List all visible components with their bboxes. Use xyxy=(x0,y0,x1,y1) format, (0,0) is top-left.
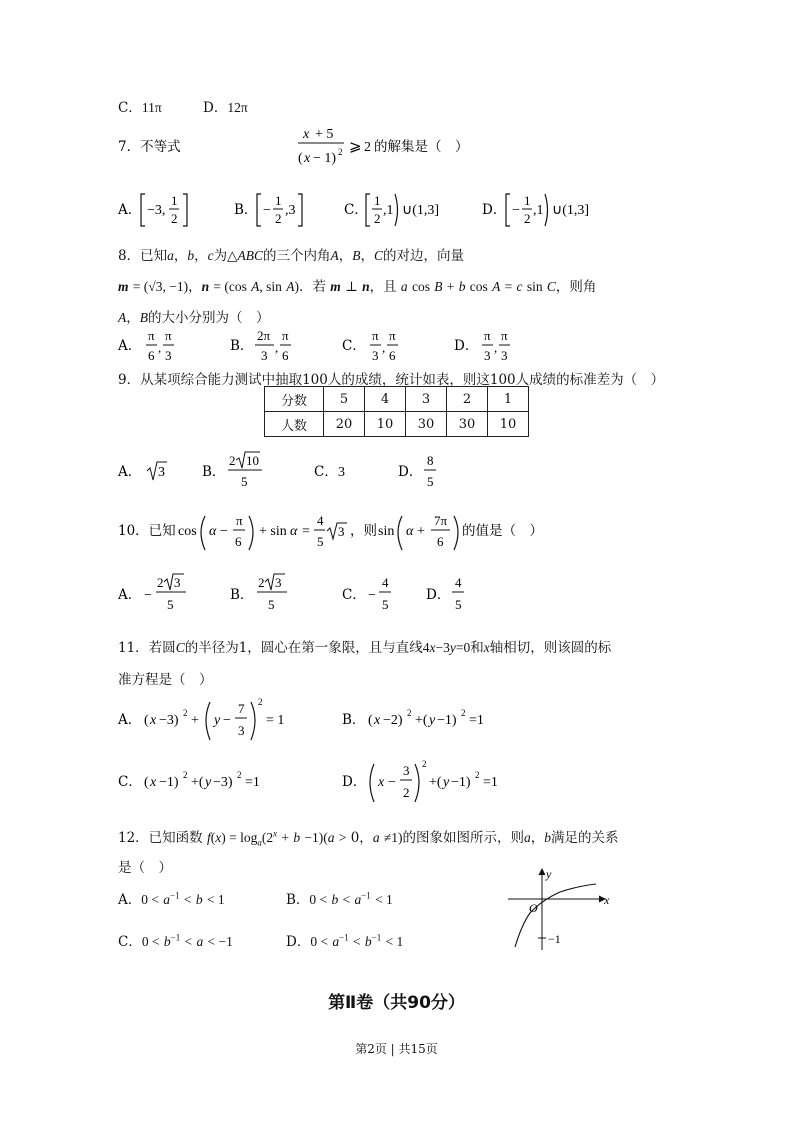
svg-text:2: 2 xyxy=(461,708,466,718)
svg-text:−3): −3) xyxy=(159,713,179,728)
svg-text:3: 3 xyxy=(338,524,345,539)
svg-text:−: − xyxy=(220,524,228,539)
svg-text:的值是（ ）: 的值是（ ） xyxy=(462,523,543,539)
svg-text:x: x xyxy=(378,775,385,790)
table-header-score: 分数 xyxy=(265,387,324,412)
table-row xyxy=(265,387,529,412)
svg-text:sin: sin xyxy=(378,524,395,539)
svg-text:+: + xyxy=(417,524,425,539)
svg-text:−3): −3) xyxy=(213,775,233,790)
svg-text:y: y xyxy=(205,775,212,790)
axis-label-x: x xyxy=(604,893,610,907)
table-cell: 30 xyxy=(447,412,488,437)
svg-text:x: x xyxy=(374,713,381,728)
svg-text:= 1: = 1 xyxy=(266,713,285,728)
svg-text:3: 3 xyxy=(484,348,491,363)
svg-text:=: = xyxy=(302,524,310,539)
svg-text:−: − xyxy=(368,588,376,603)
svg-text:3: 3 xyxy=(158,465,165,480)
axis-label-y: y xyxy=(546,867,552,881)
origin-label: O xyxy=(529,901,538,915)
svg-text:5: 5 xyxy=(317,534,324,549)
svg-text:1: 1 xyxy=(374,193,381,208)
q10-stem xyxy=(112,508,572,556)
svg-text:2: 2 xyxy=(475,770,480,780)
q8-line2: m = (√3, −1)，n = (cos A, sin A)．若 m ⊥ n，且 a cos B + b cos A = c sin C，则角 xyxy=(118,279,597,295)
svg-text:x: x xyxy=(303,127,310,142)
svg-text:α: α xyxy=(290,524,298,539)
svg-text:2: 2 xyxy=(258,575,265,590)
svg-text:1: 1 xyxy=(275,193,282,208)
svg-text:(: ( xyxy=(144,775,149,790)
tick-label-neg1: −1 xyxy=(548,932,561,946)
table-cell: 2 xyxy=(447,387,488,412)
svg-text:A．: A． xyxy=(118,202,142,218)
svg-text:10: 10 xyxy=(246,453,259,468)
svg-text:2: 2 xyxy=(229,453,236,468)
svg-text:∪(1,3]: ∪(1,3] xyxy=(552,203,590,218)
q7-options xyxy=(112,186,632,234)
svg-text:−1): −1) xyxy=(437,713,457,728)
svg-text:C．: C． xyxy=(118,774,142,790)
svg-text:x: x xyxy=(150,775,157,790)
table-cell: 30 xyxy=(406,412,447,437)
table-row xyxy=(265,412,529,437)
q6-option-c: C．11π xyxy=(118,100,162,116)
svg-text:3: 3 xyxy=(501,348,508,363)
q9-options xyxy=(112,448,472,494)
svg-text:+ sin: + sin xyxy=(259,524,287,539)
table-cell: 10 xyxy=(365,412,406,437)
svg-text:x: x xyxy=(150,713,157,728)
svg-text:B．: B． xyxy=(342,712,366,728)
svg-text:B．: B． xyxy=(234,202,258,218)
svg-text:1: 1 xyxy=(524,193,531,208)
svg-text:C．: C． xyxy=(342,587,366,603)
svg-text:2π: 2π xyxy=(257,328,271,343)
svg-text:=1: =1 xyxy=(469,713,484,728)
svg-text:的解集是（ ）: 的解集是（ ） xyxy=(374,139,469,155)
svg-text:C．: C． xyxy=(342,338,366,354)
svg-text:=1: =1 xyxy=(245,775,260,790)
svg-text:5: 5 xyxy=(427,474,434,489)
svg-text:π: π xyxy=(282,328,289,343)
svg-text:6: 6 xyxy=(389,348,396,363)
svg-text:6: 6 xyxy=(437,534,444,549)
svg-text:3: 3 xyxy=(372,348,379,363)
svg-text:10．已知: 10．已知 xyxy=(118,523,176,539)
svg-text:B．: B． xyxy=(230,338,254,354)
svg-text:(: ( xyxy=(144,713,149,728)
svg-text:∪(1,3]: ∪(1,3] xyxy=(402,203,440,218)
svg-text:2: 2 xyxy=(171,211,178,226)
svg-text:B．: B． xyxy=(202,464,226,480)
table-cell: 10 xyxy=(488,412,529,437)
table-header-count: 人数 xyxy=(265,412,324,437)
svg-text:6: 6 xyxy=(148,348,155,363)
svg-text:B．: B． xyxy=(230,587,254,603)
svg-text:，则: ，则 xyxy=(350,523,377,539)
svg-text:6: 6 xyxy=(282,348,289,363)
svg-text:−1): −1) xyxy=(451,775,471,790)
svg-text:− 1): − 1) xyxy=(313,151,337,166)
svg-text:C．: C． xyxy=(314,464,338,480)
svg-text:2: 2 xyxy=(407,708,412,718)
svg-text:D．: D． xyxy=(482,202,507,218)
svg-text:3: 3 xyxy=(174,575,181,590)
svg-text:,: , xyxy=(494,340,498,355)
q7-stem xyxy=(112,124,532,172)
svg-text:2: 2 xyxy=(364,140,371,155)
q12-option-d: D．$0 < a^{-1} < b^{-1} < 1$ xyxy=(286,932,404,950)
q10-options xyxy=(112,570,492,618)
table-cell: 3 xyxy=(406,387,447,412)
svg-text:−: − xyxy=(263,203,271,218)
svg-text:3: 3 xyxy=(238,723,245,738)
svg-text:+(: +( xyxy=(191,775,204,790)
svg-text:,: , xyxy=(158,340,162,355)
svg-text:π: π xyxy=(165,328,172,343)
table-cell: 20 xyxy=(324,412,365,437)
svg-text:y: y xyxy=(429,713,436,728)
q8-line3: A，B的大小分别为（ ） xyxy=(118,310,270,326)
svg-text:π: π xyxy=(501,328,508,343)
svg-text:−1): −1) xyxy=(159,775,179,790)
svg-text:−: − xyxy=(223,713,231,728)
svg-text:2: 2 xyxy=(524,211,531,226)
svg-text:(: ( xyxy=(368,713,373,728)
svg-text:−: − xyxy=(512,203,520,218)
q9-stem: 9．从某项综合能力测试中抽取100人的成绩，统计如表，则这100人成绩的标准差为（ ） xyxy=(118,372,665,388)
svg-text:A．: A． xyxy=(118,587,142,603)
svg-text:6: 6 xyxy=(235,534,242,549)
svg-text:+ 5: + 5 xyxy=(315,127,334,142)
table-cell: 5 xyxy=(324,387,365,412)
svg-text:1: 1 xyxy=(171,193,178,208)
svg-text:2: 2 xyxy=(374,211,381,226)
q12-option-a: A．$0 < a^{-1} < b < 1$ xyxy=(118,890,225,908)
svg-text:,: , xyxy=(382,340,386,355)
svg-text:,1: ,1 xyxy=(383,203,394,218)
svg-text:2: 2 xyxy=(258,697,263,707)
svg-text:π: π xyxy=(484,328,491,343)
q11-line2: 准方程是（ ） xyxy=(118,672,213,688)
svg-text:cos: cos xyxy=(178,524,197,539)
svg-text:3: 3 xyxy=(261,348,268,363)
svg-text:7．不等式: 7．不等式 xyxy=(118,139,181,155)
svg-text:x: x xyxy=(304,151,311,166)
q11-options-cd xyxy=(112,756,532,808)
q12-option-b: B．$0 < b < a^{-1} < 1$ xyxy=(286,890,393,908)
svg-text:α: α xyxy=(209,524,217,539)
svg-text:+(: +( xyxy=(415,713,428,728)
svg-text:D．: D． xyxy=(454,338,479,354)
svg-text:5: 5 xyxy=(268,597,275,612)
svg-text:π: π xyxy=(236,513,243,528)
svg-text:π: π xyxy=(389,328,396,343)
svg-text:7: 7 xyxy=(238,701,245,716)
svg-text:3: 3 xyxy=(403,763,410,778)
q12-line1: 12．已知函数 $f(x) = \log_a(2^x + b -1)(a > 0$，a ≠1)的图象如图所示，则a，b满足的关系 xyxy=(118,828,619,848)
svg-text:D．: D． xyxy=(398,464,423,480)
q8-options xyxy=(112,326,532,368)
svg-text:α: α xyxy=(406,524,414,539)
svg-text:2: 2 xyxy=(275,211,282,226)
svg-text:A．: A． xyxy=(118,464,142,480)
svg-text:2: 2 xyxy=(183,770,188,780)
section-title: 第Ⅱ卷（共90分） xyxy=(328,993,465,1013)
svg-text:+(: +( xyxy=(429,775,442,790)
svg-text:+: + xyxy=(191,713,199,728)
svg-text:2: 2 xyxy=(422,759,427,769)
svg-text:8: 8 xyxy=(427,453,434,468)
q12-function-graph xyxy=(500,862,620,954)
svg-text:A．: A． xyxy=(118,712,142,728)
q12-option-c: C．$0 < b^{-1} < a < -1$ xyxy=(118,932,233,950)
q9-score-table xyxy=(264,386,529,437)
svg-text:5: 5 xyxy=(455,597,462,612)
svg-text:−: − xyxy=(144,588,152,603)
svg-text:,3: ,3 xyxy=(285,203,296,218)
svg-text:4: 4 xyxy=(455,575,462,590)
svg-text:=1: =1 xyxy=(483,775,498,790)
svg-text:2: 2 xyxy=(157,575,164,590)
svg-text:−3,: −3, xyxy=(147,203,166,218)
svg-text:A．: A． xyxy=(118,338,142,354)
svg-text:C．: C． xyxy=(344,202,368,218)
svg-text:3: 3 xyxy=(165,348,172,363)
svg-text:(: ( xyxy=(298,151,303,166)
svg-text:7π: 7π xyxy=(434,513,448,528)
svg-text:π: π xyxy=(372,328,379,343)
table-cell: 4 xyxy=(365,387,406,412)
svg-text:,1: ,1 xyxy=(533,203,544,218)
q12-line2: 是（ ） xyxy=(118,860,172,876)
svg-text:3: 3 xyxy=(275,575,282,590)
page-footer: 第2页 | 共15页 xyxy=(355,1042,438,1056)
q8-line1: 8．已知a，b，c为△ABC的三个内角A，B，C的对边，向量 xyxy=(118,248,464,264)
q6-option-d: D．12π xyxy=(203,100,248,116)
svg-text:⩾: ⩾ xyxy=(349,137,362,155)
svg-text:2: 2 xyxy=(237,770,242,780)
svg-text:y: y xyxy=(214,713,221,728)
svg-text:5: 5 xyxy=(167,597,174,612)
svg-text:5: 5 xyxy=(241,474,248,489)
svg-text:2: 2 xyxy=(338,147,343,157)
svg-text:−2): −2) xyxy=(383,713,403,728)
q11-options-ab xyxy=(112,694,532,746)
svg-text:2: 2 xyxy=(403,785,410,800)
svg-text:π: π xyxy=(148,328,155,343)
svg-text:−: − xyxy=(388,775,396,790)
svg-text:4: 4 xyxy=(317,513,324,528)
svg-text:4: 4 xyxy=(382,575,389,590)
svg-text:D．: D． xyxy=(342,774,367,790)
svg-text:3: 3 xyxy=(338,465,345,480)
q11-line1: 11．若圆C的半径为1，圆心在第一象限，且与直线4x−3y=0和x轴相切，则该圆的标 xyxy=(118,640,612,656)
svg-text:y: y xyxy=(443,775,450,790)
svg-text:2: 2 xyxy=(183,708,188,718)
table-cell: 1 xyxy=(488,387,529,412)
svg-text:D．: D． xyxy=(426,587,451,603)
svg-text:5: 5 xyxy=(382,597,389,612)
svg-text:,: , xyxy=(275,340,279,355)
